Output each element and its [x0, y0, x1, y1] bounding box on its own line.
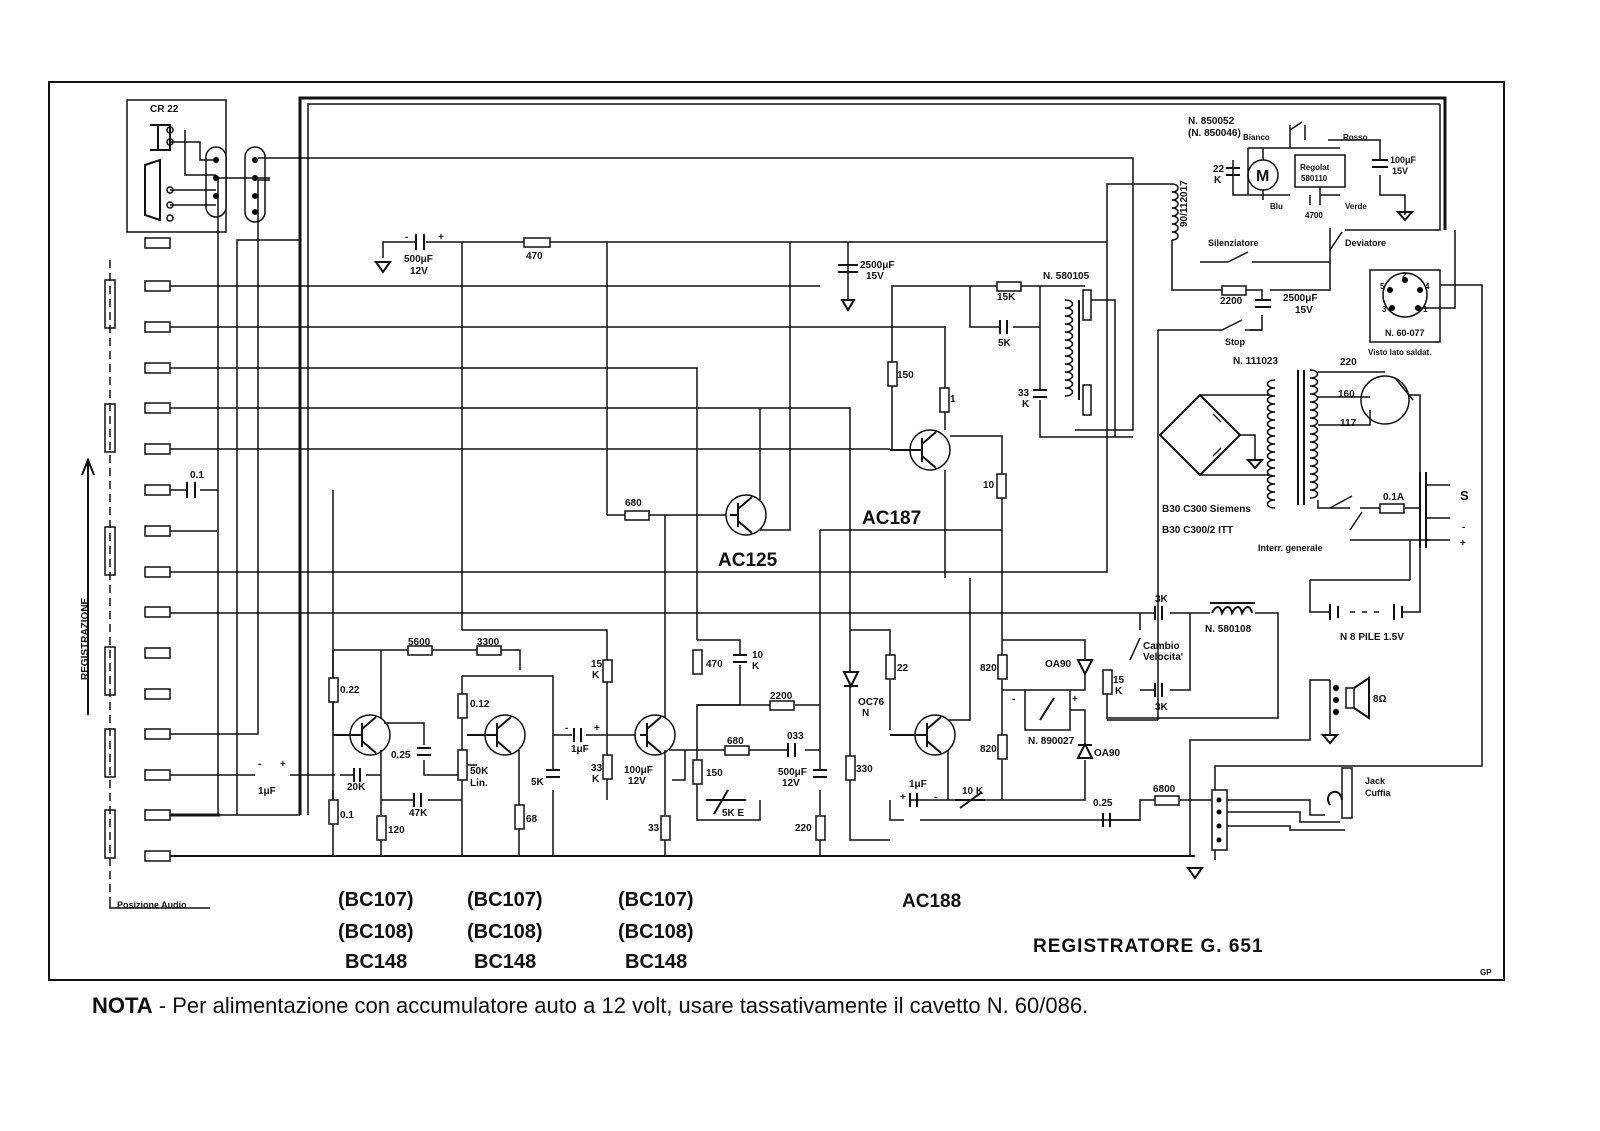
speaker-label: 8Ω	[1373, 694, 1387, 705]
meter-minus: -	[1012, 694, 1016, 705]
c-3k-b-label: 3K	[1155, 702, 1168, 713]
c-33k-label: 33	[1018, 388, 1030, 399]
q3-type-2: (BC108)	[618, 921, 694, 943]
r-33k-label: 33	[591, 763, 603, 774]
c-20k-label: 20K	[347, 782, 366, 793]
pot-50k-label: 50K	[470, 766, 489, 777]
c-033-label: 033	[787, 731, 804, 742]
mains-label: S	[1460, 488, 1469, 503]
motor-n2-label: (N. 850046)	[1188, 128, 1241, 139]
speed2-label: Velocita'	[1143, 652, 1184, 663]
r-6800-label: 6800	[1153, 784, 1176, 795]
q2-type-2: (BC108)	[467, 921, 543, 943]
din-label: N. 60-077	[1385, 328, 1425, 338]
r-5600-label: 5600	[408, 637, 431, 648]
r-10-label: 10	[983, 480, 995, 491]
c-500uf-minus: -	[405, 232, 409, 243]
record-switch-contacts	[82, 238, 210, 908]
din-pin-5: 5	[1380, 282, 1385, 291]
choke-label: N. 580108	[1205, 624, 1252, 635]
ext-plus: +	[1460, 538, 1466, 549]
c-1uf-in-label: 1μF	[258, 786, 276, 797]
r-470-b-label: 470	[706, 659, 723, 670]
r-220-label: 220	[795, 823, 812, 834]
switch-main-label: Interr. generale	[1258, 543, 1323, 553]
q2-type-1: (BC107)	[467, 889, 543, 911]
r-15k-label: 15K	[997, 292, 1016, 303]
c-1uf-in-plus: +	[280, 759, 286, 770]
din-pin-1: 1	[1423, 305, 1428, 314]
c-500uf-v-label: 12V	[410, 266, 428, 277]
r-470-label: 470	[526, 251, 543, 262]
q3-type-1: (BC107)	[618, 889, 694, 911]
v160-label: 160	[1338, 389, 1355, 400]
rect1-label: B30 C300 Siemens	[1162, 504, 1251, 515]
preamp	[329, 530, 827, 856]
connector-cr22	[127, 100, 265, 232]
note-prefix: NOTA	[92, 993, 153, 1018]
meter-plus: +	[1072, 694, 1078, 705]
d-oa90a-label: OA90	[1045, 659, 1072, 670]
r-820b-label: 820	[980, 744, 997, 755]
motor-label: M	[1256, 168, 1270, 185]
pot-50k-lin-label: Lin.	[470, 778, 488, 789]
power-supply	[1160, 370, 1450, 620]
silenziatore-label: Silenziatore	[1208, 238, 1259, 248]
ac187-stage	[820, 282, 1133, 640]
note-text: - Per alimentazione con accumulatore auto a 12 volt, usare tassativamente il cavetto N. 60/086.	[152, 993, 1089, 1018]
r-15k-b-label: 15	[591, 659, 603, 670]
d-oc76-label: OC76	[858, 697, 885, 708]
c-2500uf-v-label: 15V	[866, 271, 884, 282]
reg2-label: 580110	[1301, 174, 1328, 183]
blu-label: Blu	[1270, 202, 1283, 211]
r-3300-label: 3300	[477, 637, 500, 648]
jack2-label: Cuffia	[1365, 788, 1391, 798]
note	[92, 993, 1088, 1019]
d-oc76-n-label: N	[862, 708, 870, 719]
ac187-label: AC187	[862, 508, 922, 529]
power-buses	[218, 98, 1445, 815]
r-2200-b-label: 2200	[1220, 296, 1243, 307]
c-500uf-b-v-label: 12V	[782, 778, 800, 789]
wafer-lines	[170, 180, 1195, 856]
c-1uf-plus: +	[594, 723, 600, 734]
r-01-label: 0.1	[340, 810, 354, 821]
c-1uf-minus: -	[565, 723, 569, 734]
rosso-label: Rosso	[1343, 133, 1368, 142]
frame	[49, 82, 1504, 980]
c-2500uf-b-v-label: 15V	[1295, 305, 1313, 316]
q1-type-3: BC148	[345, 951, 408, 973]
r-150-b-label: 150	[706, 768, 723, 779]
r-680-b-label: 680	[727, 736, 744, 747]
coil-label: 90/112017	[1179, 180, 1190, 227]
c-1uf-b-plus: +	[900, 792, 906, 803]
c-025-label: 0.25	[391, 750, 411, 761]
c-01	[187, 482, 195, 498]
din-view-label: Visto lato saldat.	[1368, 348, 1432, 357]
ac188-label: AC188	[902, 891, 962, 912]
r-330-label: 330	[856, 764, 873, 775]
connector-label: CR 22	[150, 104, 179, 115]
position-audio-label: Posizione Audio	[117, 900, 187, 910]
q2-type-3: BC148	[474, 951, 537, 973]
r-1-label: 1	[950, 394, 956, 405]
output-section	[1103, 678, 1369, 878]
r-15k-b-k-label: K	[592, 670, 600, 681]
c-500uf-b-label: 500μF	[778, 767, 807, 778]
rect2-label: B30 C300/2 ITT	[1162, 525, 1234, 536]
motor-n1-label: N. 850052	[1188, 116, 1235, 127]
c-1uf-b-minus: -	[934, 792, 938, 803]
r-120-label: 120	[388, 825, 405, 836]
q1-type-1: (BC107)	[338, 889, 414, 911]
fuse-label: 0.1A	[1383, 492, 1405, 503]
q3-type-3: BC148	[625, 951, 688, 973]
v117-label: 117	[1340, 418, 1357, 429]
r-820a-label: 820	[980, 663, 997, 674]
stop-label: Stop	[1225, 337, 1245, 347]
c-2500uf-label: 2500μF	[860, 260, 895, 271]
r-2200-label: 2200	[770, 691, 793, 702]
c-500uf-label: 500μF	[404, 254, 433, 265]
jack1-label: Jack	[1365, 776, 1386, 786]
r-022-label: 0.22	[340, 685, 360, 696]
ac188-labels	[856, 659, 1121, 912]
preamp-labels	[258, 637, 812, 836]
c-100uf-label: 100μF	[624, 765, 653, 776]
c-10k-k-label: K	[752, 661, 760, 672]
din-pin-3: 3	[1382, 305, 1387, 314]
c-500uf-plus: +	[438, 232, 444, 243]
r-15k-c-label: 15	[1113, 675, 1125, 686]
c-2500uf-b-label: 2500μF	[1283, 293, 1318, 304]
pot-10k-label: 10 K	[962, 786, 984, 797]
din-socket	[1215, 230, 1482, 860]
transistor-types	[338, 889, 694, 973]
q1-type-2: (BC108)	[338, 921, 414, 943]
r-33k-k-label: K	[592, 774, 600, 785]
r-150-label: 150	[897, 370, 914, 381]
r-15k-c-k-label: K	[1115, 686, 1123, 697]
c-10k-label: 10	[752, 650, 764, 661]
c-1uf-label: 1μF	[571, 744, 589, 755]
c-47k-label: 47K	[409, 808, 428, 819]
diagram-title: REGISTRATORE G. 651	[1033, 936, 1264, 957]
c-100uf-m-v-label: 15V	[1392, 166, 1409, 176]
c-025b-label: 0.25	[1093, 798, 1113, 809]
deviatore-label: Deviatore	[1345, 238, 1387, 248]
c-5k-label: 5K	[998, 338, 1011, 349]
side-label: REGISTRAZIONE	[80, 597, 91, 680]
bianco-label: Bianco	[1243, 133, 1270, 142]
ac125-label: AC125	[718, 550, 778, 571]
c-01-label: 0.1	[190, 470, 204, 481]
ext-minus: -	[1462, 522, 1466, 533]
pot-5ke-label: 5K E	[722, 808, 745, 819]
c-100uf-v-label: 12V	[628, 776, 646, 787]
r-22k-k-label: K	[1214, 175, 1222, 186]
c-3k-a-label: 3K	[1155, 594, 1168, 605]
r-012-label: 0.12	[470, 699, 490, 710]
r-22k-label: 22	[1213, 164, 1225, 175]
v220-label: 220	[1340, 357, 1357, 368]
reg1-label: Regolat	[1300, 163, 1330, 172]
r-22-label: 22	[897, 663, 909, 674]
meter-label: N. 890027	[1028, 736, 1075, 747]
trafo-label: N. 111023	[1233, 356, 1279, 367]
c-100uf-m-label: 100μF	[1390, 155, 1417, 165]
speed-section	[1103, 603, 1278, 718]
c-1uf-in-minus: -	[258, 759, 262, 770]
r-33-label: 33	[648, 823, 660, 834]
speed-label: Cambio	[1143, 641, 1180, 652]
r-680-label: 680	[625, 498, 642, 509]
din-pin-2: 2	[1402, 271, 1407, 280]
c-1uf-b-label: 1μF	[909, 779, 927, 790]
d-oa90b-label: OA90	[1094, 748, 1121, 759]
c-4700-label: 4700	[1305, 211, 1323, 220]
c-5k-b-label: 5K	[531, 777, 544, 788]
t-580105-label: N. 580105	[1043, 271, 1090, 282]
batt-label: N 8 PILE 1.5V	[1340, 632, 1404, 643]
r-68-label: 68	[526, 814, 538, 825]
din-pin-4: 4	[1425, 282, 1430, 291]
credit: GP	[1480, 968, 1492, 977]
c-33k-k-label: K	[1022, 399, 1030, 410]
verde-label: Verde	[1345, 202, 1367, 211]
